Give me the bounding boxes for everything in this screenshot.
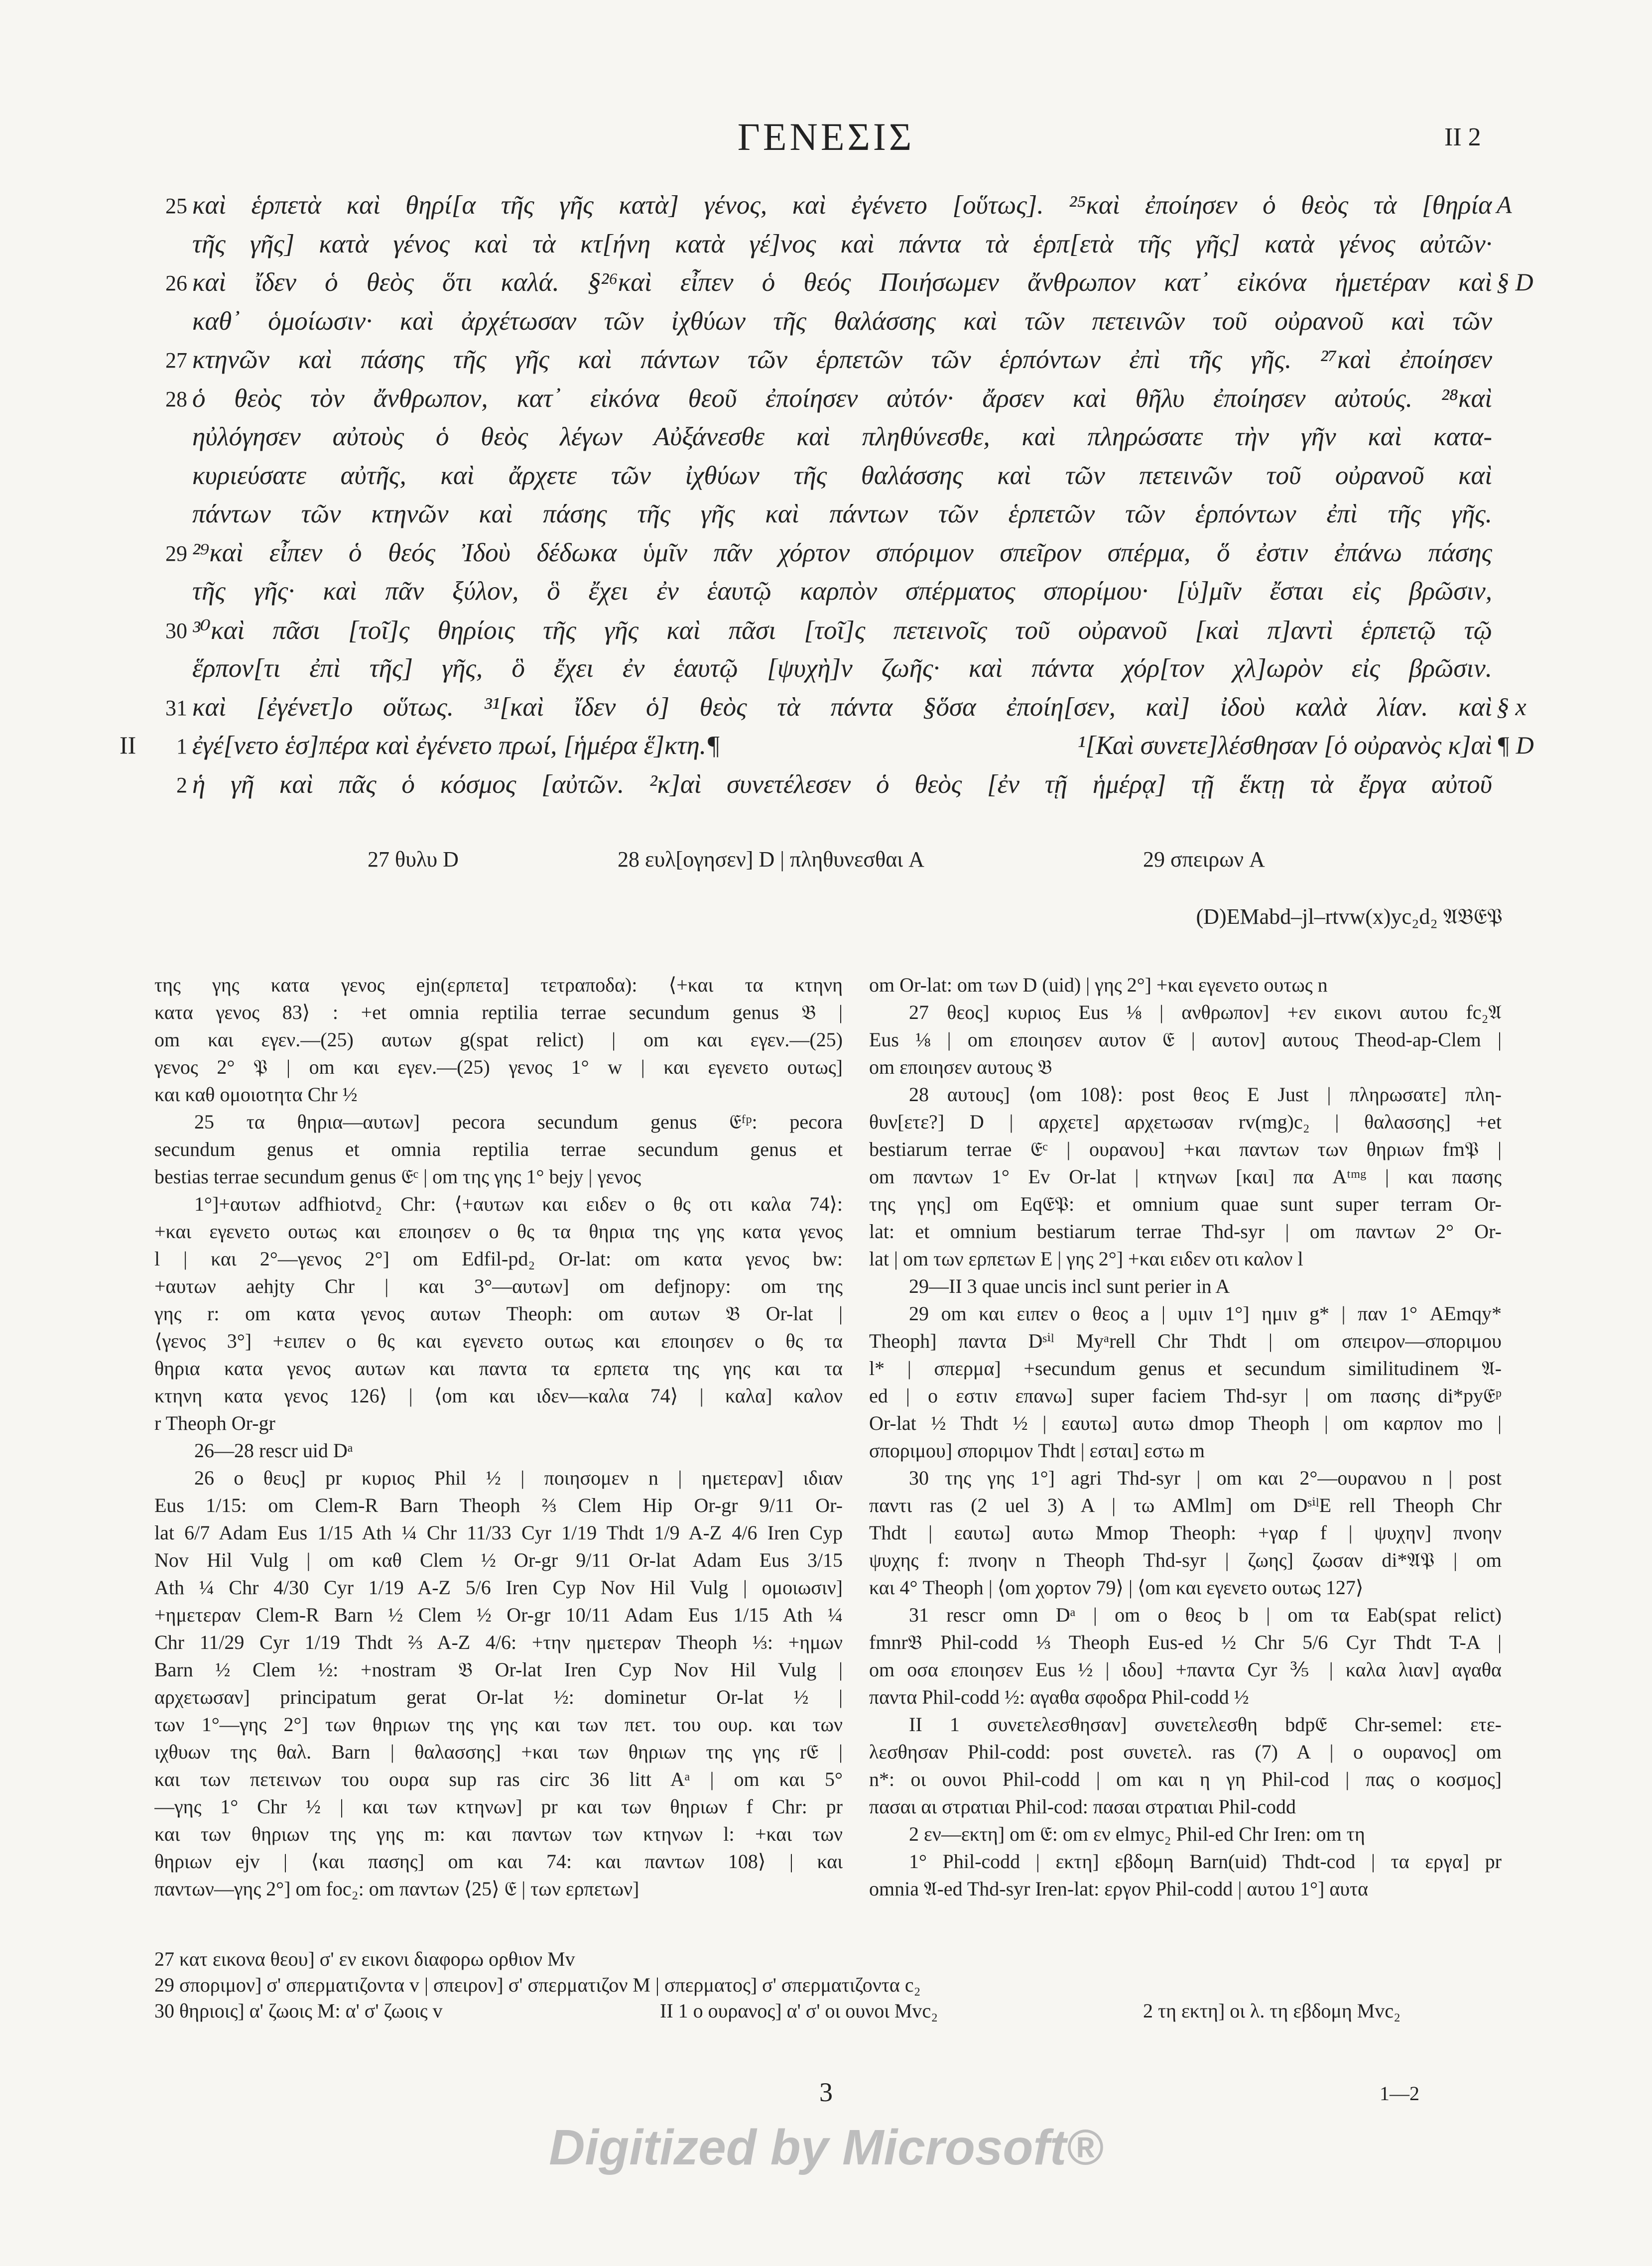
apparatus-line: 26 ο θευς] pr κυριος Phil ½ | ποιησομεν n | ημετεραν] ιδιαν — [194, 1467, 843, 1489]
text-line — [120, 692, 1534, 731]
apparatus-line: 2 εν—εκτη] om 𝔈: om εν elmyc₂ Phil-ed Chr Iren: om τη — [909, 1823, 1365, 1845]
verse-text: ¹[Καὶ συνετε]λέσθησαν [ὁ οὐρανὸς κ]αὶ — [1077, 731, 1492, 760]
apparatus-line: Eus 1/15: om Clem-R Barn Theoph ⅔ Clem Hip Or-gr 9/11 Or- — [154, 1494, 843, 1516]
verse-text: ³⁰καὶ πᾶσι [τοῖ]ς θηρίοις τῆς γῆς καὶ πᾶσι [τοῖ]ς πετεινοῖς τοῦ οὐρανοῦ [καὶ π]αντὶ ἑρπετῷ τῷ — [192, 616, 1492, 645]
apparatus-line: γης r: om κατα γενος αυτων Theoph: om αυτων 𝔅 Or-lat | — [154, 1302, 843, 1325]
apparatus-line: ⟨γενος 3°] +ειπεν ο θς και εγενετο ουτως και εποιησεν ο θς τα — [154, 1330, 843, 1352]
verse-text: ηὐλόγησεν αὐτοὺς ὁ θεὸς λέγων Αὐξάνεσθε καὶ πληθύνεσθε, καὶ πληρώσατε τὴν γῆν καὶ κατα- — [192, 422, 1492, 451]
apparatus-line: Thdt | εαυτω] αυτω Mmop Theoph: +γαρ f | ψυχην] πνοην — [869, 1521, 1502, 1544]
text-line — [120, 499, 1534, 538]
apparatus-line: fmnr𝔅 Phil-codd ⅓ Theoph Eus-ed ½ Chr 5/6 Cyr Thdt T-A | — [869, 1631, 1502, 1653]
marginal-note: 27 θυλυ D — [368, 847, 459, 872]
verse-number: 26 — [165, 271, 187, 295]
apparatus-line: θυν[ετε?] D | αρχετε] αρχετωσαν rv(mg)c₂ | θαλασσης] +et — [869, 1111, 1502, 1133]
apparatus-left-column — [154, 971, 843, 1902]
verse-number: 2 — [176, 772, 187, 797]
verse-text: ἐγέ[νετο ἑσ]πέρα καὶ ἐγένετο πρωί, [ἡμέρα ἕ]κτη.¶ — [192, 731, 720, 760]
margin-siglum: § D — [1497, 268, 1533, 296]
apparatus-line: om οσα εποιησεν Eus ½ | ιδου] +παντα Cyr ⅗ | καλα λιαν] αγαθα — [869, 1658, 1502, 1681]
apparatus-line: αρχετωσαν] principatum gerat Or-lat ½: dominetur Or-lat ½ | — [154, 1686, 843, 1708]
marginal-note: 29 σπειρων A — [1143, 847, 1265, 872]
verse-number: 1 — [176, 734, 187, 758]
apparatus-line: πασαι αι στρατιαι Phil-cod: πασαι στρατιαι Phil-codd — [869, 1795, 1296, 1818]
verse-text: πάντων τῶν κτηνῶν καὶ πάσης τῆς γῆς καὶ πάντων τῶν ἑρπετῶν τῶν ἑρπόντων ἐπὶ τῆς γῆς. — [192, 500, 1492, 528]
text-line — [120, 576, 1534, 615]
verse-text: ἕρπον[τι ἐπὶ τῆς] γῆς, ὃ ἔχει ἐν ἑαυτῷ [ψυχὴ]ν ζωῆς· καὶ πάντα χόρ[τον χλ]ωρὸν εἰς βρῶσιν. — [192, 654, 1492, 683]
apparatus-line: lat 6/7 Adam Eus 1/15 Ath ¼ Chr 11/33 Cyr 1/19 Thdt 1/9 A-Z 4/6 Iren Cyp — [154, 1521, 843, 1544]
margin-siglum: § x — [1497, 692, 1526, 721]
hexapla-note: 2 τη εκτη] οι λ. τη εβδομη Mvc₂ — [1143, 2000, 1401, 2022]
apparatus-line: +ημετεραν Clem-R Barn ½ Clem ½ Or-gr 10/11 Adam Eus 1/15 Ath ¼ — [154, 1604, 843, 1626]
hexapla-note: II 1 ο ουρανος] α' σ' οι ουνοι Mvc₂ — [660, 2000, 938, 2022]
text-line — [120, 306, 1534, 345]
verse-number: 30 — [165, 618, 187, 643]
verse-text: καὶ [ἐγένετ]ο οὕτως. ³¹[καὶ ἴδεν ὁ] θεὸς τὰ πάντα §ὅσα ἐποίη[σεν, καὶ] ἰδοὺ καλὰ λίαν. καὶ — [192, 692, 1492, 722]
text-line — [120, 615, 1534, 654]
signature-mark: 1—2 — [1380, 2082, 1419, 2105]
text-line — [120, 769, 1534, 808]
apparatus-line: Chr 11/29 Cyr 1/19 Thdt ⅔ A-Z 4/6: +την ημετεραν Theoph ⅓: +ημων — [154, 1631, 843, 1653]
apparatus-line: Ath ¼ Chr 4/30 Cyr 1/19 A-Z 5/6 Iren Cyp Nov Hil Vulg | ομοιωσιν] — [154, 1576, 843, 1599]
marginal-note: 28 ευλ[ογησεν] D | πληθυνεσθαι A — [618, 847, 924, 872]
verse-text: καὶ ἴδεν ὁ θεὸς ὅτι καλά. §²⁶καὶ εἶπεν ὁ θεός Ποιήσωμεν ἄνθρωπον κατ᾿ εἰκόνα ἡμετέραν καὶ — [192, 268, 1492, 297]
apparatus-line: και των θηριων της γης m: και παντων των κτηνων l: +και των — [154, 1823, 843, 1845]
apparatus-line: l* | σπερμα] +secundum genus et secundum similitudinem 𝔄- — [869, 1357, 1502, 1380]
apparatus-line: om Or-lat: om των D (uid) | γης 2°] +και εγενετο ουτως n — [869, 974, 1328, 996]
apparatus-line: και 4° Theoph | ⟨om χορτον 79⟩ | ⟨om και εγενετο ουτως 127⟩ — [869, 1576, 1364, 1599]
text-line — [120, 422, 1534, 461]
apparatus-line: n*: οι ουνοι Phil-codd | om και η γη Phil-cod | πας ο κοσμος] — [869, 1768, 1502, 1790]
apparatus-line: 1°]+αυτων adfhiotvd₂ Chr: ⟨+αυτων και ειδεν ο θς οτι καλα 74⟩: — [194, 1193, 843, 1215]
apparatus-line: Eus ⅛ | om εποιησεν αυτον 𝔈 | αυτον] αυτους Theod-ap-Clem | — [869, 1028, 1502, 1051]
apparatus-line: l | και 2°—γενος 2°] om Edfil-pd₂ Or-lat: om κατα γενος bw: — [154, 1248, 843, 1270]
apparatus-line: omnia 𝔄-ed Thd-syr Iren-lat: εργον Phil-codd | αυτου 1°] αυτα — [869, 1878, 1369, 1900]
margin-siglum: ¶ D — [1497, 731, 1534, 759]
apparatus-line: om εποιησεν αυτους 𝔅 — [869, 1056, 1052, 1078]
apparatus-right-column — [869, 971, 1502, 1902]
apparatus-line: Or-lat ½ Thdt ½ | εαυτω] αυτω dmop Theoph | om καρπον mo | — [869, 1412, 1502, 1434]
verse-text: ὁ θεὸς τὸν ἄνθρωπον, κατ᾿ εἰκόνα θεοῦ ἐποίησεν αὐτόν· ἄρσεν καὶ θῆλυ ἐποίησεν αὐτούς. ²⁸καὶ — [192, 383, 1492, 413]
apparatus-line: λεσθησαν Phil-codd: post συνετελ. ras (7) A | ο ουρανος] om — [869, 1741, 1502, 1763]
chapter-verse-ref: II 2 — [1444, 123, 1481, 151]
apparatus-line: om παντων 1° Ev Or-lat | κτηνων [και] πα Aᵗᵐᵍ | και πασης — [869, 1165, 1502, 1188]
apparatus-line: Nov Hil Vulg | om καθ Clem ½ Or-gr 9/11 Or-lat Adam Eus 3/15 — [154, 1549, 843, 1571]
apparatus-line: παντων—γης 2°] om foc₂: om παντων ⟨25⟩ 𝔈 | των ερπετων] — [154, 1878, 639, 1900]
verse-number: 25 — [165, 194, 187, 218]
text-line — [120, 267, 1534, 306]
chapter-number: II — [120, 731, 136, 759]
verse-number: 27 — [165, 348, 187, 373]
text-line — [120, 345, 1534, 383]
apparatus-line: lat: et omnium bestiarum terrae Thd-syr | om παντων 2° Or- — [869, 1220, 1502, 1243]
verse-number: 28 — [165, 386, 187, 411]
verse-text: καὶ ἑρπετὰ καὶ θηρί[α τῆς γῆς κατὰ] γένος, καὶ ἐγένετο [οὕτως]. ²⁵καὶ ἐποίησεν ὁ θεὸς τὰ [θηρία — [192, 191, 1492, 220]
apparatus-line: 27 θεος] κυριος Eus ⅛ | ανθρωπον] +εν εικονι αυτου fc₂𝔄 — [909, 1001, 1502, 1023]
verse-text: καθ᾿ ὁμοίωσιν· καὶ ἀρχέτωσαν τῶν ἰχθύων τῆς θαλάσσης καὶ τῶν πετεινῶν τοῦ οὐρανοῦ καὶ τῶν — [192, 306, 1492, 336]
apparatus-line: και καθ ομοιοτητα Chr ½ — [154, 1083, 358, 1106]
text-line — [120, 731, 1534, 769]
text-line — [120, 383, 1534, 422]
hexapla-note: 30 θηριοις] α' ζωοις M: α' σ' ζωοις v — [154, 2000, 443, 2022]
apparatus-line: 31 rescr omn Dᵃ | om ο θεος b | om τα Eab(spat relict) — [909, 1604, 1502, 1626]
page-number: 3 — [819, 2077, 833, 2107]
verse-text: ἡ γῆ καὶ πᾶς ὁ κόσμος [αὐτῶν. ²κ]αὶ συνετέλεσεν ὁ θεὸς [ἐν τῇ ἡμέρᾳ] τῇ ἕκτῃ τὰ ἔργα αὐτοῦ — [192, 769, 1492, 799]
apparatus-line: 30 της γης 1°] agri Thd-syr | om και 2°—ουρανου n | post — [909, 1467, 1502, 1489]
apparatus-line: bestiarum terrae 𝔈ᶜ | ουρανου] +και παντων των θηριων fm𝔓 | — [869, 1138, 1502, 1160]
apparatus-line: 29 om και ειπεν ο θεος a | υμιν 1°] ημιν g* | παν 1° AEmqy* — [909, 1302, 1502, 1325]
apparatus-line: Barn ½ Clem ½: +nostram 𝔅 Or-lat Iren Cyp Nov Hil Vulg | — [154, 1658, 843, 1681]
apparatus-line: σποριμου] σποριμον Thdt | εσται] εστω m — [869, 1439, 1205, 1462]
apparatus-line: II 1 συνετελεσθησαν] συνετελεσθη bdp𝔈 Chr-semel: ετε- — [909, 1713, 1502, 1736]
apparatus-line: 1° Phil-codd | εκτη] εβδομη Barn(uid) Thdt-cod | τα εργα] pr — [909, 1850, 1502, 1873]
apparatus-line: secundum genus et omnia reptilia terrae secundum genus et — [154, 1138, 843, 1160]
watermark: Digitized by Microsoft® — [549, 2120, 1103, 2175]
apparatus-line: γενος 2° 𝔓 | om και εγεν.—(25) γενος 1° w | και εγενετο ουτως] — [154, 1056, 843, 1078]
text-line — [120, 461, 1534, 500]
hexapla-note: 27 κατ εικονα θεου] σ' εν εικονι διαφορω ορθιον Mv — [154, 1948, 575, 1970]
verse-text: τῆς γῆς] κατὰ γένος καὶ τὰ κτ[ήνη κατὰ γέ]νος καὶ πάντα τὰ ἑρπ[ετὰ τῆς γῆς] κατὰ γένος αὐτῶν· — [192, 229, 1492, 258]
text-line — [120, 190, 1534, 229]
margin-siglum: A — [1497, 191, 1512, 219]
apparatus-line: 25 τα θηρια—αυτων] pecora secundum genus 𝔈ᶠᵖ: pecora — [194, 1111, 843, 1133]
apparatus-line: ψυχης f: πνοην n Theoph Thd-syr | ζωης] ζωσαν di*𝔄𝔓 | om — [869, 1549, 1502, 1571]
apparatus-line: των 1°—γης 2°] των θηριων της γης και των πετ. του ουρ. και των — [154, 1713, 843, 1736]
apparatus-line: κτηνη κατα γενος 126⟩ | ⟨om και ιδεν—καλα 74⟩ | καλα] καλον — [154, 1385, 843, 1407]
text-line — [120, 229, 1534, 268]
apparatus-line: θηριων ejv | ⟨και πασης] om και 74: και παντων 108⟩ | και — [154, 1850, 843, 1873]
apparatus-line: —γης 1° Chr ½ | και των κτηνων] pr και των θηριων f Chr: pr — [154, 1795, 843, 1818]
apparatus-line: 29—II 3 quae uncis incl sunt perier in A — [909, 1275, 1230, 1297]
apparatus-line: r Theoph Or-gr — [154, 1412, 275, 1434]
apparatus-line: της γης κατα γενος ejn(ερπετα] τετραποδα): ⟨+και τα κτηνη — [154, 974, 843, 996]
apparatus-line: bestias terrae secundum genus 𝔈ᶜ | om της γης 1° bejy | γενος — [154, 1165, 641, 1188]
text-line — [120, 538, 1534, 577]
apparatus-line: κατα γενος 83⟩ : +et omnia reptilia terrae secundum genus 𝔅 | — [154, 1001, 843, 1023]
apparatus-line: 26—28 rescr uid Dᵃ — [194, 1439, 353, 1462]
apparatus-line: της γης] om Eq𝔈𝔓: et omnium quae sunt super terram Or- — [869, 1193, 1502, 1215]
apparatus-line: ιχθυων της θαλ. Barn | θαλασσης] +και των θηριων της γης r𝔈 | — [154, 1741, 843, 1763]
verse-text: κτηνῶν καὶ πάσης τῆς γῆς καὶ πάντων τῶν ἑρπετῶν τῶν ἑρπόντων ἐπὶ τῆς γῆς. ²⁷καὶ ἐποίησεν — [192, 345, 1492, 374]
apparatus-line: ed | ο εστιν επανω] super faciem Thd-syr | om πασης di*py𝔈ᵖ — [869, 1385, 1502, 1407]
running-title: ΓΕΝΕΣΙΣ — [737, 115, 915, 158]
apparatus-line: θηρια κατα γενος αυτων και παντα τα ερπετα της γης και τα — [154, 1357, 843, 1380]
apparatus-line: και των πετεινων του ουρα sup ras circ 36 litt Aᵃ | om και 5° — [154, 1768, 843, 1790]
verse-number: 31 — [165, 695, 187, 720]
apparatus-line: 28 αυτους] ⟨om 108⟩: post θεος E Just | πληρωσατε] πλη- — [909, 1083, 1502, 1106]
verse-text: τῆς γῆς· καὶ πᾶν ξύλον, ὃ ἔχει ἐν ἑαυτῷ καρπὸν σπέρματος σπορίμου· [ὑ]μῖν ἔσται εἰς βρῶσιν, — [192, 577, 1492, 606]
apparatus-line: παντι ras (2 uel 3) A | τω AMlm] om DˢⁱˡE rell Theoph Chr — [869, 1494, 1502, 1516]
verse-text: κυριεύσατε αὐτῆς, καὶ ἄρχετε τῶν ἰχθύων τῆς θαλάσσης καὶ τῶν πετεινῶν τοῦ οὐρανοῦ καὶ — [192, 461, 1492, 490]
witness-list: (D)EMabd–jl–rtvw(x)yc₂d₂ 𝔄𝔅𝔈𝔓 — [1196, 904, 1503, 929]
verse-number: 29 — [165, 541, 187, 566]
apparatus-line: om και εγεν.—(25) αυτων g(spat relict) | om και εγεν.—(25) — [154, 1028, 843, 1051]
verse-text: ²⁹καὶ εἶπεν ὁ θεός Ἰδοὺ δέδωκα ὑμῖν πᾶν χόρτον σπόριμον σπεῖρον σπέρμα, ὅ ἐστιν ἐπάνω πάσης — [192, 538, 1492, 567]
apparatus-line: +και εγενετο ουτως και εποιησεν ο θς τα θηρια της γης κατα γενος — [154, 1220, 843, 1243]
apparatus-line: lat | om των ερπετων E | γης 2°] +και ειδεν οτι καλον l — [869, 1248, 1303, 1270]
hexapla-note: 29 σποριμον] σ' σπερματιζοντα v | σπειρον] σ' σπερματιζον M | σπερματος] σ' σπερματιζοντα c₂ — [154, 1974, 921, 1996]
apparatus-line: +αυτων aehjty Chr | και 3°—αυτων] om defjnopy: om της — [154, 1275, 843, 1297]
apparatus-line: Theoph] παντα Dˢⁱˡ Myᵃrell Chr Thdt | om σπειρον—σποριμου — [869, 1330, 1502, 1352]
text-line — [120, 653, 1534, 692]
apparatus-line: παντα Phil-codd ½: αγαθα σφοδρα Phil-codd ½ — [869, 1686, 1249, 1708]
